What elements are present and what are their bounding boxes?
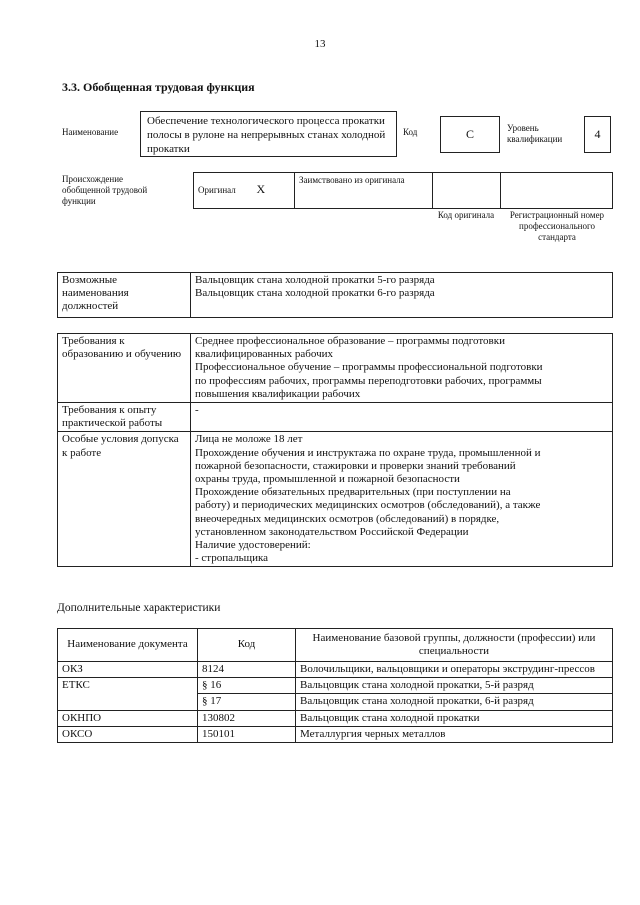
requirement-row-experience [58,403,613,432]
requirements-table [57,333,613,567]
positions-values [191,273,613,318]
requirement-value: Лица не моложе 18 лет Прохождение обучения и инструктажа по охране труда, промышленной и пожарной безопасности, стажировки и проверки знаний требований охраны труда, промышленной и пожарной безопасности Прохождение обязательных предварительных (при поступлении на работу) и периодических медицинских осмотров (обследований), а также внеочередных медицинских осмотров (обследований) в порядке, установленном законодательством Российской Федерации Наличие удостоверений: - стропальщика [191,432,613,567]
kod-label: Код [403,127,418,137]
requirement-row-special-conditions [58,432,613,567]
cell-name: Волочильщики, вальцовщики и операторы экструдинг-прессов [296,662,613,678]
cell-name: Вальцовщик стана холодной прокатки, 6-й разряд [296,694,613,710]
table-row [58,710,613,726]
requirement-value: Среднее профессиональное образование – программы подготовки квалифицированных рабочих Профессиональное обучение – программы профессиональной подготовки по профессиям рабочих, программы переподготовки рабочих, программы повышения квалификации рабочих [191,334,613,403]
original-mark: X [256,182,266,197]
requirement-value: - [191,403,613,432]
reg-number-caption: Регистрационный номер профессионального стандарта [509,210,605,242]
table-row [58,678,613,694]
requirement-label: Требования к образованию и обучению [58,334,191,403]
code-original-caption: Код оригинала [437,210,495,220]
section-heading: 3.3. Обобщенная трудовая функция [62,80,255,94]
gtf-name-value: Обеспечение технологического процесса прокатки полосы в рулоне на непрерывных станах холодной прокатки [147,115,386,155]
uroven-label: Уровень квалификации [507,123,563,144]
cell-doc: ОКЗ [58,662,198,678]
cell-name: Металлургия черных металлов [296,726,613,742]
header-name: Наименование базовой группы, должности (профессии) или специальности [296,629,613,662]
origin-table [193,172,613,209]
origin-label: Происхождение обобщенной трудовой функции [62,174,148,206]
origin-code-cell [433,173,501,209]
borrowed-label: Заимствовано из оригинала [299,175,405,185]
position-item: Вальцовщик стана холодной прокатки 6-го разряда [195,287,435,300]
origin-borrowed-cell [295,173,433,209]
position-item: Вальцовщик стана холодной прокатки 5-го разряда [195,274,435,286]
origin-original-cell [194,173,295,209]
cell-code: 8124 [198,662,296,678]
additional-header-row [58,629,613,662]
cell-doc: ОКНПО [58,710,198,726]
kod-value-box [440,116,500,153]
additional-title: Дополнительные характеристики [57,602,221,614]
uroven-value-box [584,116,611,153]
cell-doc: ОКСО [58,726,198,742]
cell-code: § 17 [198,694,296,710]
cell-code: 150101 [198,726,296,742]
header-code: Код [198,629,296,662]
positions-table [57,272,613,318]
additional-table [57,628,613,743]
cell-code: 130802 [198,710,296,726]
cell-code: § 16 [198,678,296,694]
origin-reg-cell [501,173,613,209]
table-row [58,662,613,678]
positions-label: Возможные наименования должностей [58,273,191,318]
requirement-label: Особые условия допуска к работе [58,432,191,567]
gtf-name-box [140,111,397,157]
naimenovanie-label: Наименование [62,127,119,137]
header-document: Наименование документа [58,629,198,662]
requirement-label: Требования к опыту практической работы [58,403,191,432]
page-number: 13 [314,38,326,50]
cell-name: Вальцовщик стана холодной прокатки, 5-й разряд [296,678,613,694]
uroven-value: 4 [594,127,601,141]
kod-value: C [465,127,474,141]
table-row [58,726,613,742]
original-label: Оригинал [198,185,236,196]
cell-doc: ЕТКС [58,678,198,710]
requirement-row-education [58,334,613,403]
cell-name: Вальцовщик стана холодной прокатки [296,710,613,726]
